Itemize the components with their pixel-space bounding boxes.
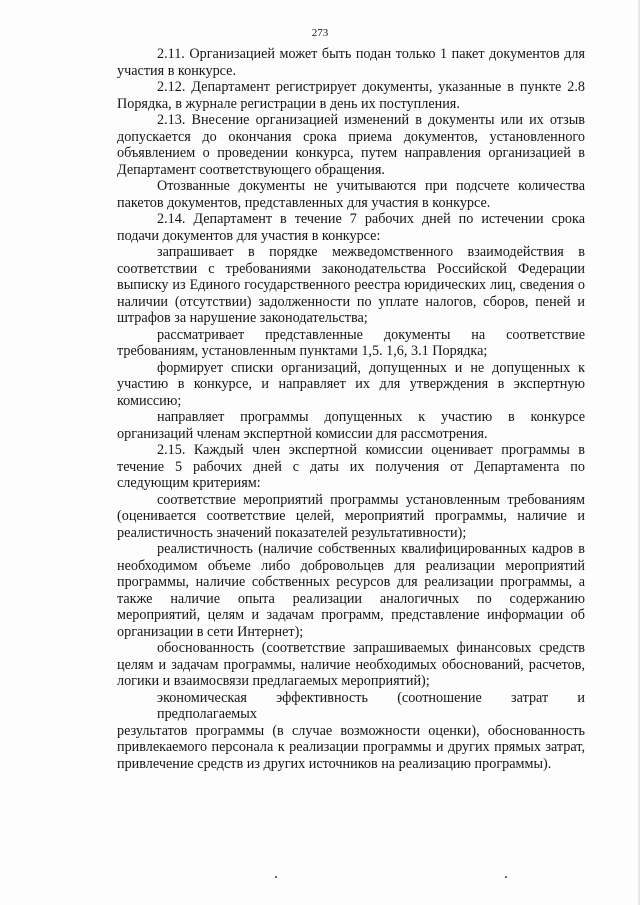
- text-line: (оценивается соответствие целей, мероприятий программы, наличие и: [117, 508, 585, 524]
- text-line: 2.12. Департамент регистрирует документы, указанные в пункте 2.8: [157, 79, 585, 95]
- text-line: также наличие опыта реализации аналогичных по содержанию: [117, 590, 585, 607]
- text-line: экономическая эффективность (соотношение затрат и предполагаемых: [157, 689, 585, 722]
- paragraph-p-validity: [117, 640, 585, 690]
- text-line: формирует списки организаций, допущенных и не допущенных к: [157, 359, 585, 376]
- paragraph-p-forms: [117, 360, 585, 410]
- text-line: допускается до окончания срока приема документов, установленного: [117, 128, 585, 145]
- paragraph-p-2-12: [117, 79, 585, 112]
- text-line: штрафов за нарушение законодательства;: [117, 310, 368, 326]
- text-line: реалистичность значений показателей результативности);: [117, 524, 467, 541]
- text-line: логики и взаимосвязи предлагаемых мероприятий);: [117, 673, 430, 689]
- text-line: 2.15. Каждый член экспертной комиссии оценивает программы в: [157, 442, 585, 458]
- text-line: организации в сети Интернет);: [117, 623, 304, 640]
- text-line: 2.14. Департамент в течение 7 рабочих дней по истечении срока: [157, 211, 585, 227]
- text-line: подачи документов для участия в конкурсе:: [117, 227, 381, 244]
- text-line: направляет программы допущенных к участию в конкурсе: [157, 409, 585, 425]
- paragraph-p-realism: [117, 541, 585, 640]
- text-line: участию в конкурсе, и направляет их для утверждения в экспертную: [117, 376, 585, 392]
- text-line: объявлением о проведении конкурса, путем направления организацией в: [117, 145, 585, 161]
- text-line: обоснованность (соответствие запрашиваемых финансовых средств: [157, 640, 585, 656]
- paragraph-p-efficiency: [117, 690, 585, 773]
- text-line: соответствии с требованиями законодательства Российской Федерации: [117, 260, 585, 277]
- text-line: Департамент соответствующего обращения.: [117, 161, 385, 178]
- text-line: Порядка, в журнале регистрации в день их поступления.: [117, 95, 460, 112]
- text-line: пакетов документов, представленных для участия в конкурсе.: [117, 194, 491, 211]
- text-line: целям и задачам программы, наличие необходимых обоснований, расчетов,: [117, 656, 585, 673]
- text-line: Отозванные документы не учитываются при подсчете количества: [157, 178, 585, 194]
- text-line: реалистичность (наличие собственных квалифицированных кадров в: [157, 541, 585, 557]
- text-line: привлекаемого персонала к реализации программы и других прямых затрат,: [117, 739, 585, 755]
- text-line: мероприятий, целям и задачам программ, представление информации об: [117, 607, 585, 623]
- scan-speck: [275, 876, 277, 878]
- text-line: рассматривает представленные документы на соответствие: [157, 326, 585, 343]
- text-line: комиссию;: [117, 392, 182, 409]
- paragraph-p-compliance: [117, 492, 585, 542]
- paragraph-p-reviews: [117, 327, 585, 360]
- text-line: требованиям, установленным пунктами 1,5. 1,6, 3.1 Порядка;: [117, 343, 488, 359]
- text-line: привлечение средств из других источников на реализацию программы).: [117, 755, 552, 772]
- text-line: следующим критериям:: [117, 475, 261, 491]
- paragraph-p-sends: [117, 409, 585, 442]
- text-line: необходимом объеме либо добровольцев для реализации мероприятий: [117, 557, 585, 574]
- paragraph-p-2-13: [117, 112, 585, 178]
- text-line: наличии (отсутствии) задолженности по уплате налогов, сборов, пеней и: [117, 293, 585, 310]
- text-line: запрашивает в порядке межведомственного взаимодействия в: [157, 244, 585, 260]
- paragraph-p-2-11: [117, 46, 585, 79]
- paragraph-p-withdrawn: [117, 178, 585, 211]
- paragraph-p-2-15: [117, 442, 585, 492]
- document-body: [117, 46, 585, 772]
- text-line: 2.11. Организацией может быть подан только 1 пакет документов для: [157, 46, 585, 62]
- text-line: результатов программы (в случае возможности оценки), обоснованность: [117, 722, 585, 739]
- text-line: выписку из Единого государственного реестра юридических лиц, сведения о: [117, 277, 585, 293]
- page-number: 273: [311, 27, 329, 39]
- text-line: соответствие мероприятий программы установленным требованиям: [157, 491, 585, 508]
- text-line: участия в конкурсе.: [117, 62, 236, 79]
- text-line: течение 5 рабочих дней с даты их получения от Департамента по: [117, 458, 585, 475]
- text-line: организаций членам экспертной комиссии для рассмотрения.: [117, 425, 488, 442]
- text-line: программы, наличие собственных ресурсов для реализации программы, а: [117, 574, 585, 590]
- paragraph-p-requests: [117, 244, 585, 327]
- scan-speck: [505, 876, 507, 878]
- text-line: 2.13. Внесение организацией изменений в документы или их отзыв: [157, 112, 585, 128]
- paragraph-p-2-14: [117, 211, 585, 244]
